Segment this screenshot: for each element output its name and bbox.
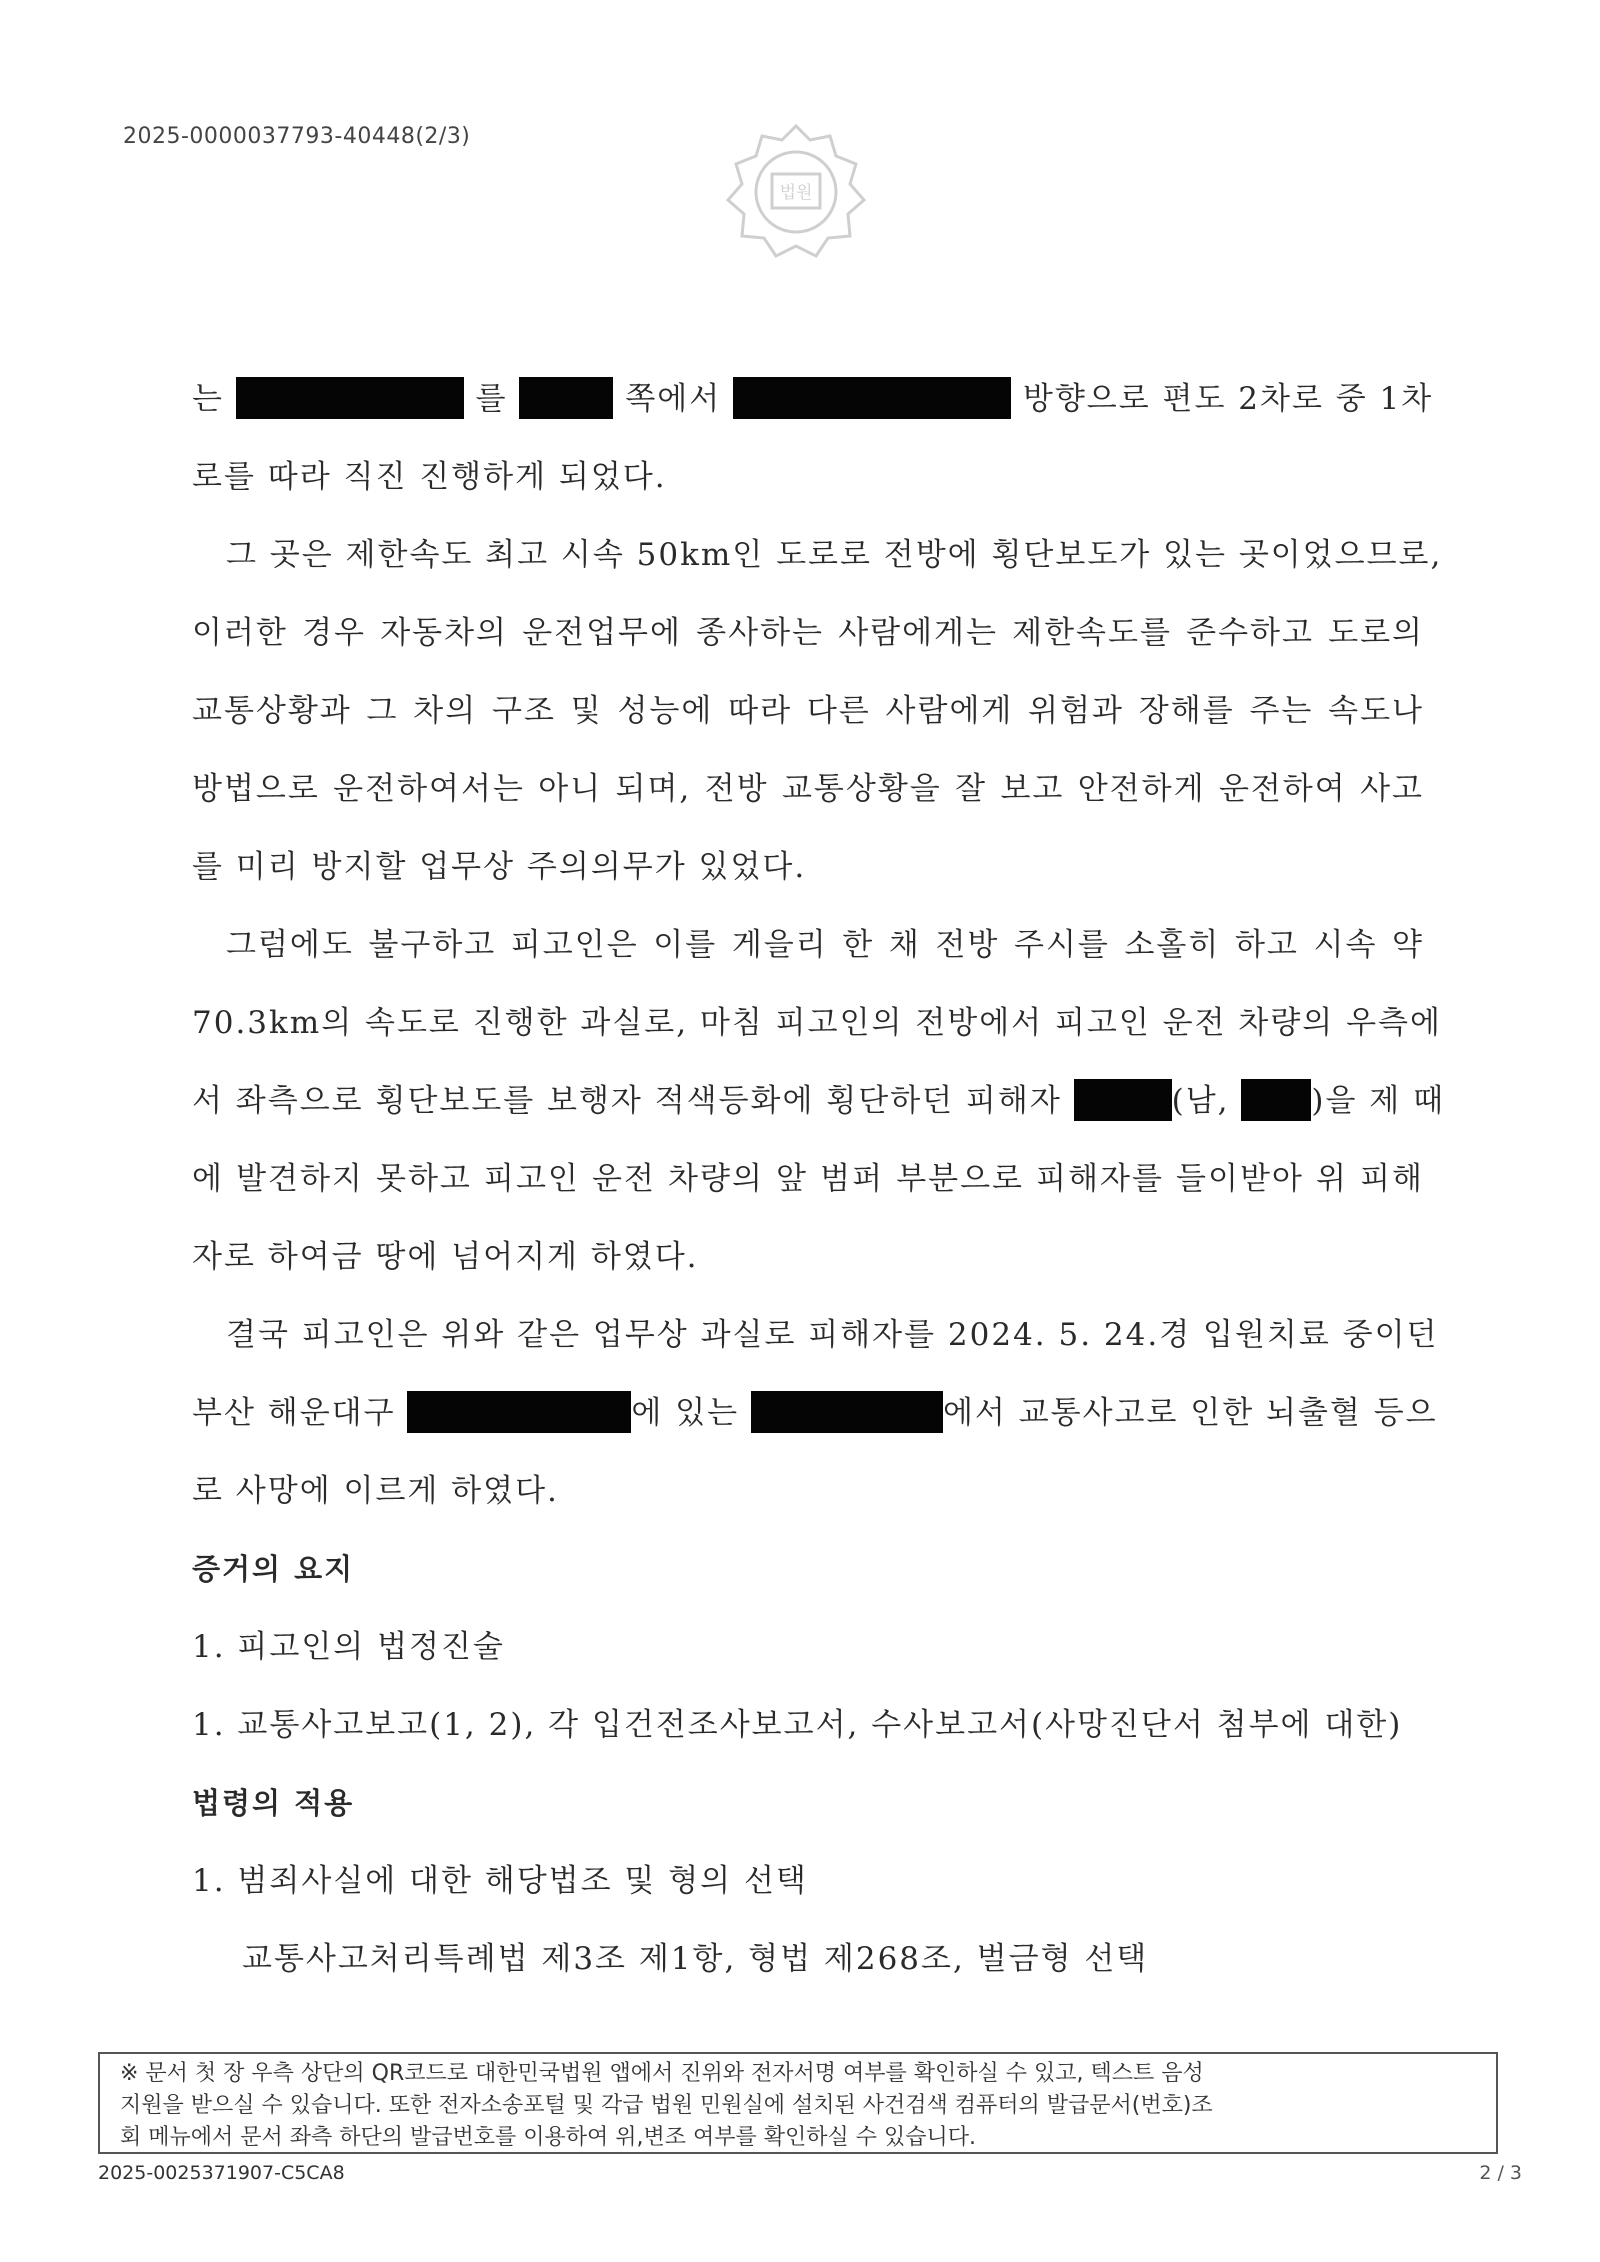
text-line: 서 좌측으로 횡단보도를 보행자 적색등화에 횡단하던 피해자 (남, )을 제 때: [192, 1062, 1424, 1140]
issue-number: 2025-0025371907-C5CA8: [98, 2162, 345, 2184]
notice-line: ※ 문서 첫 장 우측 상단의 QR코드로 대한민국법원 앱에서 진위와 전자서명 여부를 확인하실 수 있고, 텍스트 음성: [120, 2061, 1204, 2086]
redaction-block: [407, 1391, 631, 1433]
text-line: 방법으로 운전하여서는 아니 되며, 전방 교통상황을 잘 보고 안전하게 운전하여 사고: [192, 771, 1424, 807]
evidence-item: 1. 피고인의 법정진술: [192, 1629, 505, 1665]
judgment-body: [192, 360, 1446, 1998]
law-item: 1. 범죄사실에 대한 해당법조 및 형의 선택: [192, 1863, 808, 1899]
svg-text:법원: 법원: [779, 183, 813, 203]
text-line: 이러한 경우 자동차의 운전업무에 종사하는 사람에게는 제한속도를 준수하고 도로의: [192, 615, 1424, 651]
text-line: 부산 해운대구 에 있는 에서 교통사고로 인한 뇌출혈 등으: [192, 1374, 1424, 1452]
text-line: 로 사망에 이르게 하였다.: [192, 1473, 559, 1509]
evidence-heading: 증거의 요지: [192, 1552, 355, 1586]
redaction-block: [751, 1391, 943, 1433]
law-detail: 교통사고처리특례법 제3조 제1항, 형법 제268조, 벌금형 선택: [242, 1941, 1149, 1977]
verification-notice: [98, 2052, 1498, 2154]
text-line: 교통상황과 그 차의 구조 및 성능에 따라 다른 사람에게 위험과 장해를 주는 속도나: [192, 693, 1424, 729]
redaction-block: [236, 377, 464, 419]
evidence-item: 1. 교통사고보고(1, 2), 각 입건전조사보고서, 수사보고서(사망진단서 첨부에 대한): [192, 1707, 1403, 1743]
notice-line: 회 메뉴에서 문서 좌측 하단의 발급번호를 이용하여 위,변조 여부를 확인하실 수 있습니다.: [120, 2125, 976, 2150]
redaction-block: [1241, 1079, 1311, 1121]
text-line: 결국 피고인은 위와 같은 업무상 과실로 피해자를 2024. 5. 24.경 입원치료 중이던: [226, 1317, 1439, 1353]
redaction-block: [519, 377, 613, 419]
law-heading: 법령의 적용: [192, 1786, 355, 1820]
text-line: 에 발견하지 못하고 피고인 운전 차량의 앞 범퍼 부분으로 피해자를 들이받아 위 피해: [192, 1161, 1424, 1197]
text-line: 는 를 쪽에서 방향으로 편도 2차로 중 1차: [192, 360, 1424, 438]
redaction-block: [1074, 1079, 1172, 1121]
text-line: 자로 하여금 땅에 넘어지게 하였다.: [192, 1239, 699, 1275]
document-number: 2025-0000037793-40448(2/3): [123, 124, 471, 149]
page-indicator: 2 / 3: [1479, 2162, 1522, 2184]
text-line: 그 곳은 제한속도 최고 시속 50km인 도로로 전방에 횡단보도가 있는 곳이었으므로,: [226, 537, 1443, 573]
text-line: 를 미리 방지할 업무상 주의의무가 있었다.: [192, 849, 807, 885]
text-line: 그럼에도 불구하고 피고인은 이를 게을리 한 채 전방 주시를 소홀히 하고 시속 약: [226, 927, 1424, 963]
court-seal-icon: [718, 118, 874, 264]
text-line: 70.3km의 속도로 진행한 과실로, 마침 피고인의 전방에서 피고인 운전 차량의 우측에: [192, 1005, 1442, 1041]
redaction-block: [733, 377, 1011, 419]
notice-line: 지원을 받으실 수 있습니다. 또한 전자소송포털 및 각급 법원 민원실에 설치된 사건검색 컴퓨터의 발급문서(번호)조: [120, 2093, 1213, 2118]
text-line: 로를 따라 직진 진행하게 되었다.: [192, 459, 667, 495]
